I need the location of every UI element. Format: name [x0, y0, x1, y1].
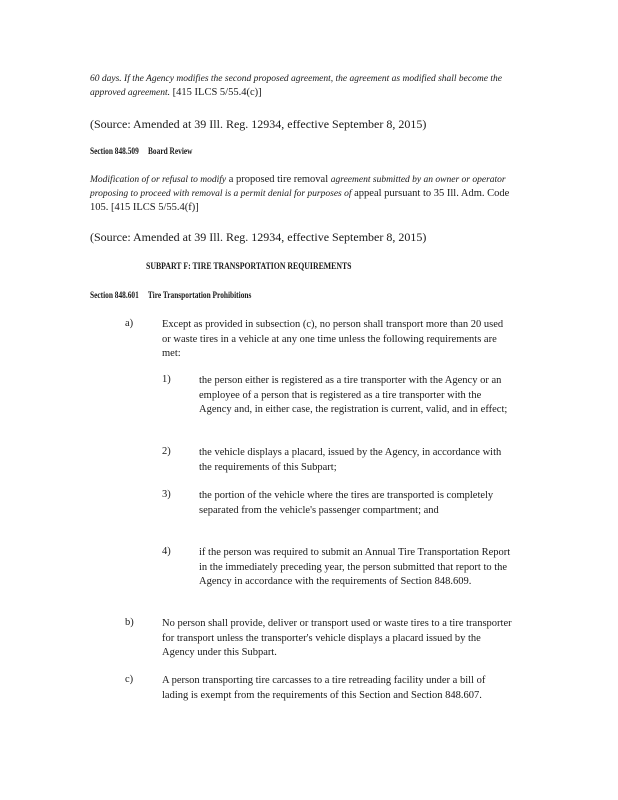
subitem-3-label: 3) [162, 489, 171, 500]
section-number: Section 848.509 [90, 146, 139, 156]
intro-citation: [415 ILCS 5/55.4(c)] [172, 87, 262, 98]
subitem-2-label: 2) [162, 446, 171, 457]
intro-italic-text: 60 days. If the Agency modifies the second proposed agreement, the agreement as modified shall become the approved agreement. [90, 74, 502, 98]
modification-normal-mid: a proposed tire removal [228, 174, 329, 185]
subitem-1-text: the person either is registered as a tire transporter with the Agency or an employee of a person that is registered as a tire transporter with the Agency and, in either case, the registration is current, valid, and in effect; [199, 375, 508, 415]
subitem-2-text: the vehicle displays a placard, issued by the Agency, in accordance with the requirements of this Subpart; [199, 447, 502, 473]
subitem-3-text: the portion of the vehicle where the tires are transported is completely separated from the vehicle's passenger compartment; and [199, 490, 494, 516]
subitem-4-label: 4) [162, 546, 171, 557]
subitem-1-label: 1) [162, 374, 171, 385]
section-title: Tire Transportation Prohibitions [147, 290, 252, 300]
source-note-2: (Source: Amended at 39 Ill. Reg. 12934, effective September 8, 2015) [90, 230, 427, 244]
item-a-label: a) [125, 318, 134, 329]
modification-normal-end: appeal pursuant to 35 Ill. Adm. Code 105. [415 ILCS 5/55.4(f)] [90, 188, 510, 213]
modification-italic-mid: agreement submitted by an owner or operator proposing to proceed with removal is a permit denial for purposes of [90, 175, 506, 199]
modification-paragraph [90, 173, 512, 215]
item-b-text: No person shall provide, deliver or transport used or waste tires to a tire transporter for transport unless the transporter's vehicle displays a placard issued by the Agency under this Subpart. [162, 618, 512, 658]
modification-italic-start: Modification of or refusal to modify [90, 175, 227, 185]
section-number: Section 848.601 [90, 290, 139, 300]
item-b-label: b) [125, 617, 134, 628]
item-c-label: c) [125, 674, 134, 685]
item-c-text: A person transporting tire carcasses to a tire retreading facility under a bill of lading is exempt from the requirements of this Section and Section 848.607. [162, 675, 486, 701]
section-heading-509 [90, 146, 193, 156]
item-a-text: Except as provided in subsection (c), no person shall transport more than 20 used or waste tires in a vehicle at any one time unless the following requirements are met: [162, 319, 504, 359]
intro-paragraph [90, 72, 512, 100]
section-heading-601 [90, 290, 251, 300]
source-note-1: (Source: Amended at 39 Ill. Reg. 12934, effective September 8, 2015) [90, 117, 427, 131]
subitem-4-text: if the person was required to submit an Annual Tire Transportation Report in the immediately preceding year, the person submitted that report to the Agency in accordance with the requirements of Section 848.609. [199, 547, 511, 587]
section-title: Board Review [148, 146, 193, 156]
subpart-heading: SUBPART F: TIRE TRANSPORTATION REQUIREMENTS [146, 262, 352, 272]
